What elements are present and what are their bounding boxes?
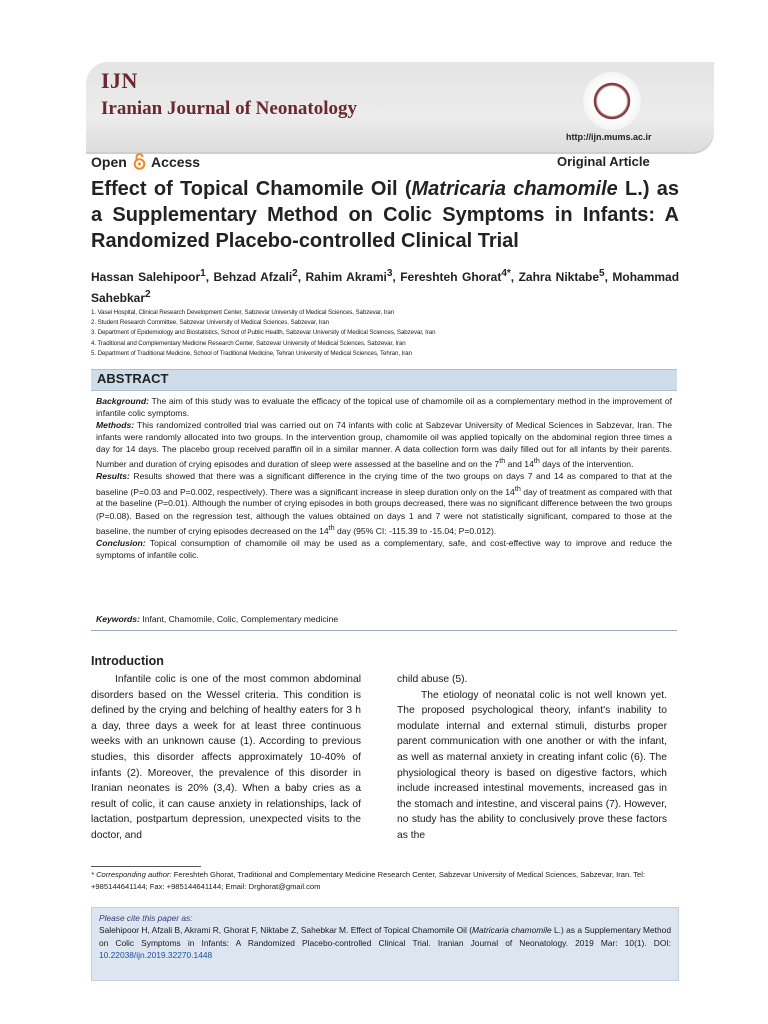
- article-type: Original Article: [557, 154, 650, 169]
- affiliation-item: 4. Traditional and Complementary Medicine Research Center, Sabzevar University of Medical Sciences, Sabzevar, Iran: [91, 339, 406, 347]
- citation-part: Salehipoor H, Afzali B, Akrami R, Ghorat F, Niktabe Z, Sahebkar M. Effect of Topical Chamomile Oil (: [99, 925, 473, 936]
- introduction-heading: Introduction: [91, 654, 164, 668]
- affiliation-item: 1. Vasei Hospital, Clinical Research Development Center, Sabzevar University of Medical Sciences, Sabzevar, Iran: [91, 309, 395, 316]
- introduction-right-column: [397, 672, 667, 844]
- affiliations: [91, 308, 691, 359]
- introduction-left-column: [91, 672, 361, 844]
- affiliation-item: 5. Department of Traditional Medicine, School of Traditional Medicine, Tehran University of Medical Sciences, Tehran, Iran: [91, 349, 412, 357]
- footnote-divider: [91, 866, 201, 867]
- conclusion-text: Topical consumption of chamomile oil may be used as a complementary, safe, and cost-effective way to improve and reduce the symptoms of infantile colic.: [96, 537, 672, 560]
- journal-url[interactable]: http://ijn.mums.ac.ir: [566, 132, 652, 142]
- author-sup: 3: [386, 268, 393, 279]
- methods-text: days of the intervention.: [539, 459, 634, 470]
- title-italic: Matricaria chamomile: [411, 178, 618, 200]
- article-title: [91, 176, 679, 254]
- abstract-results: [96, 470, 672, 536]
- corresponding-author-footnote: [91, 869, 679, 894]
- methods-sup: th: [533, 457, 540, 466]
- results-text: Results showed that there was a significant difference in the crying time of the two groups on days 7 and 14 as compared to that at the baseline (P=0.03 and P=0.002, respectively). There was a significant increase in sleep duration only on the 14: [96, 471, 672, 497]
- author-name: Zahra Niktabe: [518, 270, 600, 284]
- open-access-left: Open: [91, 154, 127, 170]
- open-access-right: Access: [151, 154, 201, 170]
- background-text: The aim of this study was to evaluate the efficacy of the topical use of chamomile oil as a complementary method in the improvement of infantile colic symptoms.: [96, 396, 672, 419]
- doi-link[interactable]: 10.22038/ijn.2019.32270.1448: [99, 950, 213, 961]
- keywords-label: Keywords:: [96, 614, 140, 624]
- conclusion-label: Conclusion:: [96, 537, 146, 548]
- results-text: day (95% CI: -115.39 to -15.04; P=0.012).: [334, 525, 497, 536]
- methods-text: and 14: [505, 459, 534, 470]
- abstract-heading: ABSTRACT: [97, 371, 169, 386]
- author-sup: 5: [599, 268, 605, 279]
- author-sup: 2: [292, 268, 298, 279]
- citation-part: L.) as a Supplementary Method on Colic Symptoms in Infants: A Randomized Placebo-controlled Clinical Trial. Iranian Journal of Neonatology. 2019 Mar: 10(1). DOI:: [99, 925, 671, 948]
- abstract-body: [96, 395, 672, 561]
- footnote-text: Fereshteh Ghorat, Traditional and Complementary Medicine Research Center, Sabzevar University of Medical Sciences, Sabzevar, Iran. Tel: +985144641144; Fax: +985144641144; Email: Drghorat@gmail.com: [91, 870, 646, 892]
- results-sup: th: [514, 484, 521, 493]
- author-name: Rahim Akrami: [305, 270, 387, 284]
- results-sup: th: [328, 523, 335, 532]
- methods-label: Methods:: [96, 420, 135, 431]
- title-part2: L.) as a Supplementary Method on Colic Symptoms in Infants: A Randomized Placebo-controlled Clinical Trial: [91, 178, 680, 252]
- author-name: Behzad Afzali: [213, 270, 293, 284]
- introduction-paragraph: The etiology of neonatal colic is not well known yet. The proposed psychological theory, infant's inability to modulate internal and external stimuli, disturbs proper parent communication with one another or with the infant, as well as maternal anxiety in creating infant colic (6). The physiological theory is based on digestive factors, which include increased intestinal movements, increased gas in the stomach and intestine, and visceral pains (7). However, no study has the ability to conclusively prove these factors as the: [397, 689, 667, 841]
- citation-label: Please cite this paper as:: [99, 913, 193, 923]
- author-sup: 4*: [501, 268, 511, 279]
- author-sup: 1: [200, 268, 206, 279]
- introduction-paragraph: child abuse (5).: [397, 674, 468, 685]
- keywords: [96, 613, 672, 625]
- open-access-lock-icon: [133, 152, 146, 170]
- citation-italic: Matricaria chamomile: [472, 925, 552, 936]
- citation-text: [99, 912, 671, 962]
- author-list: Hassan Salehipoor$^1$, Behzad Afzali$^2$, Rahim Akrami$^3$, Fereshteh Ghorat$^{4*}$, Zahra Niktabe$^5$, Mohammad Sahebkar$^2$: [91, 268, 680, 305]
- affiliation-item: 2. Student Research Committee, Sabzevar University of Medical Sciences, Sabzevar, Iran: [91, 319, 329, 327]
- author-name: Mohammad Sahebkar: [91, 270, 680, 305]
- methods-sup: th: [499, 457, 506, 466]
- footnote-label: * Corresponding author:: [91, 870, 172, 879]
- results-label: Results:: [96, 471, 130, 482]
- abstract-conclusion: [96, 537, 672, 561]
- author-name: Hassan Salehipoor: [91, 270, 201, 284]
- abstract-background: [96, 395, 672, 419]
- author-name: Fereshteh Ghorat: [400, 270, 502, 284]
- title-part1: Effect of Topical Chamomile Oil (: [91, 178, 412, 200]
- introduction-paragraph: Infantile colic is one of the most common abdominal disorders based on the Wessel criteria. This condition is defined by the crying and belching of healthy eaters for 3 h a day, three days a week for at least three continuous weeks with an unknown cause (1). According to previous studies, this disorder affects approximately 10-40% of infants (2). Moreover, the prevalence of this disorder in Iranian neonates is 20% (3,4). When a baby cries as a result of colic, it can cause anxiety in relationships, lack of lactation, postpartum depression, unexpected visits to the doctor, and: [91, 674, 361, 841]
- abstract-heading-bar: [91, 369, 677, 391]
- journal-seal-logo: [583, 72, 641, 130]
- open-access-label: [91, 152, 200, 170]
- author-sup: 2: [145, 289, 151, 300]
- keywords-text: Infant, Chamomile, Colic, Complementary medicine: [139, 614, 339, 624]
- journal-abbreviation: IJN: [101, 68, 138, 93]
- abstract-divider: [91, 630, 677, 631]
- abstract-methods: [96, 419, 672, 470]
- results-text: day of treatment as compared with that at the baseline (P=0.01). Although the number of crying episodes in both groups decreased, there was no significant difference between the two groups (P=0.08). Based on the regression test, although the values obtained on days 1 and 7 were not statistically significant, compared to those at the baseline, the number of crying episodes decreased on the 14: [96, 486, 672, 536]
- affiliation-item: 3. Department of Epidemiology and Biostatistics, School of Public Health, Sabzevar University of Medical Sciences, Sabzevar, Iran: [91, 329, 436, 337]
- journal-name: Iranian Journal of Neonatology: [101, 98, 357, 119]
- background-label: Background:: [96, 396, 149, 406]
- methods-text: This randomized controlled trial was carried out on 74 infants with colic at Sabzevar University of Medical Sciences in Sabzevar, Iran. The infants were randomly allocated into two groups. In the intervention group, chamomile oil was applied topically on the abdominal region three times a day for 14 days. The placebo group received paraffin oil in a similar manner. A data collection form was daily filled out for all infants by their parents. Number and duration of crying episodes and duration of sleep were assessed at the baseline and on the 7: [96, 420, 672, 470]
